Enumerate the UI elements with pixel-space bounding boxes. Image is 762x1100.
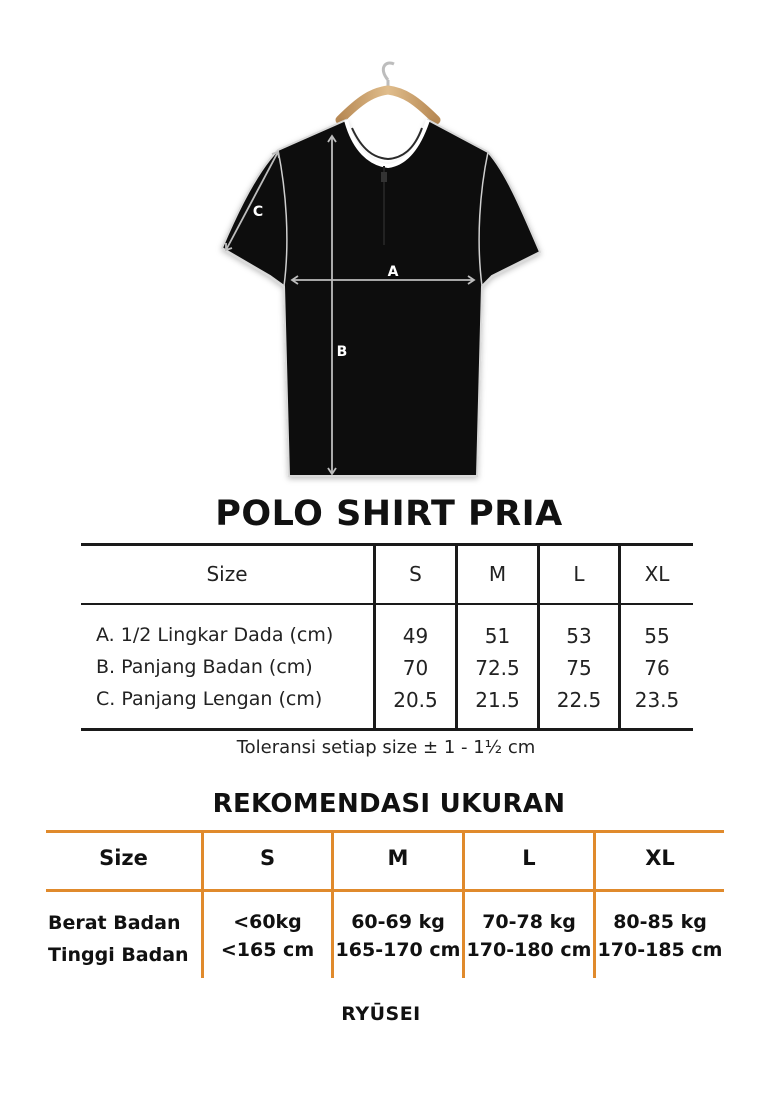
table-cell: 49 (402, 624, 429, 648)
rec-header-m: M (387, 846, 409, 870)
rec-header-l: L (522, 846, 536, 870)
table-cell: 20.5 (393, 688, 438, 712)
header-xl: XL (644, 562, 670, 586)
hanger-icon (340, 63, 436, 120)
measure-label-c: C (252, 204, 264, 220)
table-cell: 53 (566, 624, 592, 648)
header-s: S (409, 562, 422, 586)
table-cell: 51 (484, 624, 511, 648)
polo-shirt-illustration (200, 55, 560, 495)
size-chart-table (81, 543, 693, 731)
rec-header-size: Size (99, 846, 148, 870)
rec-header-xl: XL (645, 846, 675, 870)
header-l: L (573, 562, 585, 586)
orange-rule-top (46, 830, 724, 833)
label-height: Tinggi Badan (48, 944, 189, 966)
row-label-chest: A. 1/2 Lingkar Dada (cm) (96, 624, 334, 646)
row-label-sleeve-length: C. Panjang Lengan (cm) (96, 688, 323, 710)
header-size: Size (206, 562, 248, 586)
weight-xl: 80-85 kg (613, 911, 707, 933)
measure-label-b: B (336, 344, 348, 360)
height-l: 170-180 cm (466, 939, 592, 961)
table-cell: 72.5 (475, 656, 520, 680)
weight-l: 70-78 kg (482, 911, 576, 933)
table-cell: 21.5 (475, 688, 520, 712)
table-cell: 22.5 (556, 688, 602, 712)
table-cell: 23.5 (634, 688, 680, 712)
height-m: 165-170 cm (335, 939, 461, 961)
recommendation-title: REKOMENDASI UKURAN (212, 789, 566, 819)
height-xl: 170-185 cm (597, 939, 723, 961)
recommendation-table (46, 830, 724, 980)
table-rule-header (81, 603, 693, 605)
table-rule-top (81, 543, 693, 546)
row-label-body-length: B. Panjang Badan (cm) (96, 656, 313, 678)
rec-header-s: S (259, 846, 276, 870)
brand-logo-text: RYŪSEI (341, 1003, 421, 1025)
height-s: <165 cm (220, 939, 315, 961)
label-weight: Berat Badan (48, 912, 181, 934)
table-cell: 75 (566, 656, 592, 680)
table-rule-bottom (81, 728, 693, 731)
tolerance-note: Toleransi setiap size ± 1 - 1½ cm (236, 737, 536, 758)
weight-m: 60-69 kg (351, 911, 445, 933)
measure-label-a: A (387, 264, 399, 280)
orange-rule-header (46, 889, 724, 892)
table-cell: 70 (402, 656, 429, 680)
table-cell: 55 (644, 624, 670, 648)
weight-s: <60kg (233, 911, 302, 933)
header-m: M (488, 562, 507, 586)
page-title: POLO SHIRT PRIA (215, 494, 563, 534)
table-cell: 76 (644, 656, 670, 680)
